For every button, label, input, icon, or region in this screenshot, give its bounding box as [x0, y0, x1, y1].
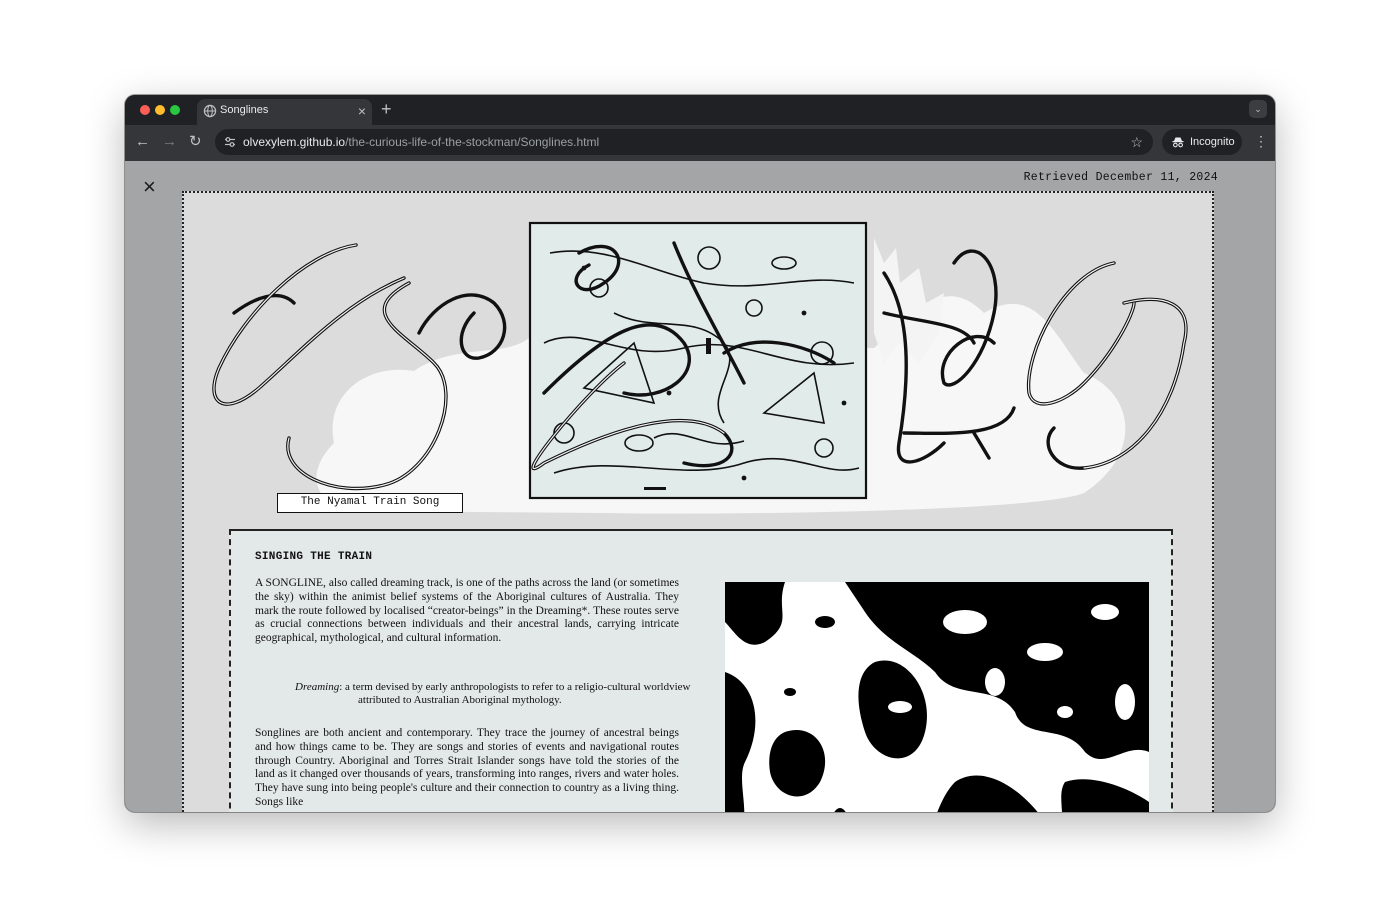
content-panel	[229, 529, 1173, 812]
page-viewport[interactable]	[125, 161, 1275, 812]
url-host: olvexylem.github.io	[243, 135, 346, 149]
incognito-button[interactable]	[1162, 129, 1242, 155]
address-bar[interactable]	[215, 129, 1153, 155]
section-heading: SINGING THE TRAIN	[255, 551, 373, 563]
dreaming-footnote	[295, 681, 702, 707]
tab-close-icon[interactable]: ×	[357, 103, 366, 119]
browser-toolbar	[125, 125, 1275, 161]
globe-icon	[203, 104, 217, 118]
incognito-label: Incognito	[1190, 136, 1235, 148]
zoom-window-button[interactable]	[170, 105, 180, 115]
high-contrast-portrait-image	[725, 582, 1149, 812]
new-tab-button[interactable]: +	[381, 99, 392, 119]
paragraph-songline-definition: A SONGLINE, also called dreaming track, is one of the paths across the land (or sometimes the sky) within the animist belief systems of the Aboriginal cultures of Australia. They mark the route followed by localised “creator-beings” in the Dreaming*. These routes serve as crucial connections between individuals and their ancestral lands, carrying intricate geographical, mythological, and cultural information.	[255, 577, 679, 645]
minimize-window-button[interactable]	[155, 105, 165, 115]
footnote-term: Dreaming	[295, 681, 340, 693]
portrait-photo	[725, 582, 1149, 812]
forward-button[interactable]: →	[162, 133, 177, 150]
url-path: /the-curious-life-of-the-stockman/Songlines.html	[345, 135, 600, 149]
tab-songlines[interactable]	[197, 99, 372, 125]
close-window-button[interactable]	[140, 105, 150, 115]
tab-search-button[interactable]: ⌄	[1249, 100, 1267, 118]
paragraph-songlines-ancient: Songlines are both ancient and contemporary. They trace the journey of ancestral beings and how things came to be. They are songs and stories of events and navigational routes through Country. Aboriginal and Torres Strait Islander songs have told the stories of the land as it changed over thousands of years, transforming into ranges, rivers and water holes. They have sung into being people's culture and their connection to country as a living thing. Songs like	[255, 727, 679, 808]
incognito-icon	[1171, 135, 1185, 149]
star-icon[interactable]: ☆	[1130, 134, 1143, 150]
footnote-text: : a term devised by early anthropologists to refer to a religio-cultural worldview attributed to Australian Aboriginal mythology.	[339, 681, 691, 706]
songlines-title-artwork	[184, 193, 1216, 533]
document-frame	[182, 191, 1214, 812]
tune-icon[interactable]	[223, 135, 237, 149]
tab-title: Songlines	[220, 104, 269, 116]
browser-window	[125, 95, 1275, 812]
tab-strip	[125, 95, 1275, 125]
close-icon[interactable]: ×	[143, 174, 156, 199]
kebab-icon[interactable]: ⋮	[1254, 133, 1268, 149]
retrieved-date: Retrieved December 11, 2024	[1023, 171, 1218, 184]
url-text	[243, 135, 599, 149]
image-caption: The Nyamal Train Song	[277, 493, 463, 513]
back-button[interactable]: ←	[135, 133, 150, 150]
reload-button[interactable]: ↻	[189, 133, 202, 150]
